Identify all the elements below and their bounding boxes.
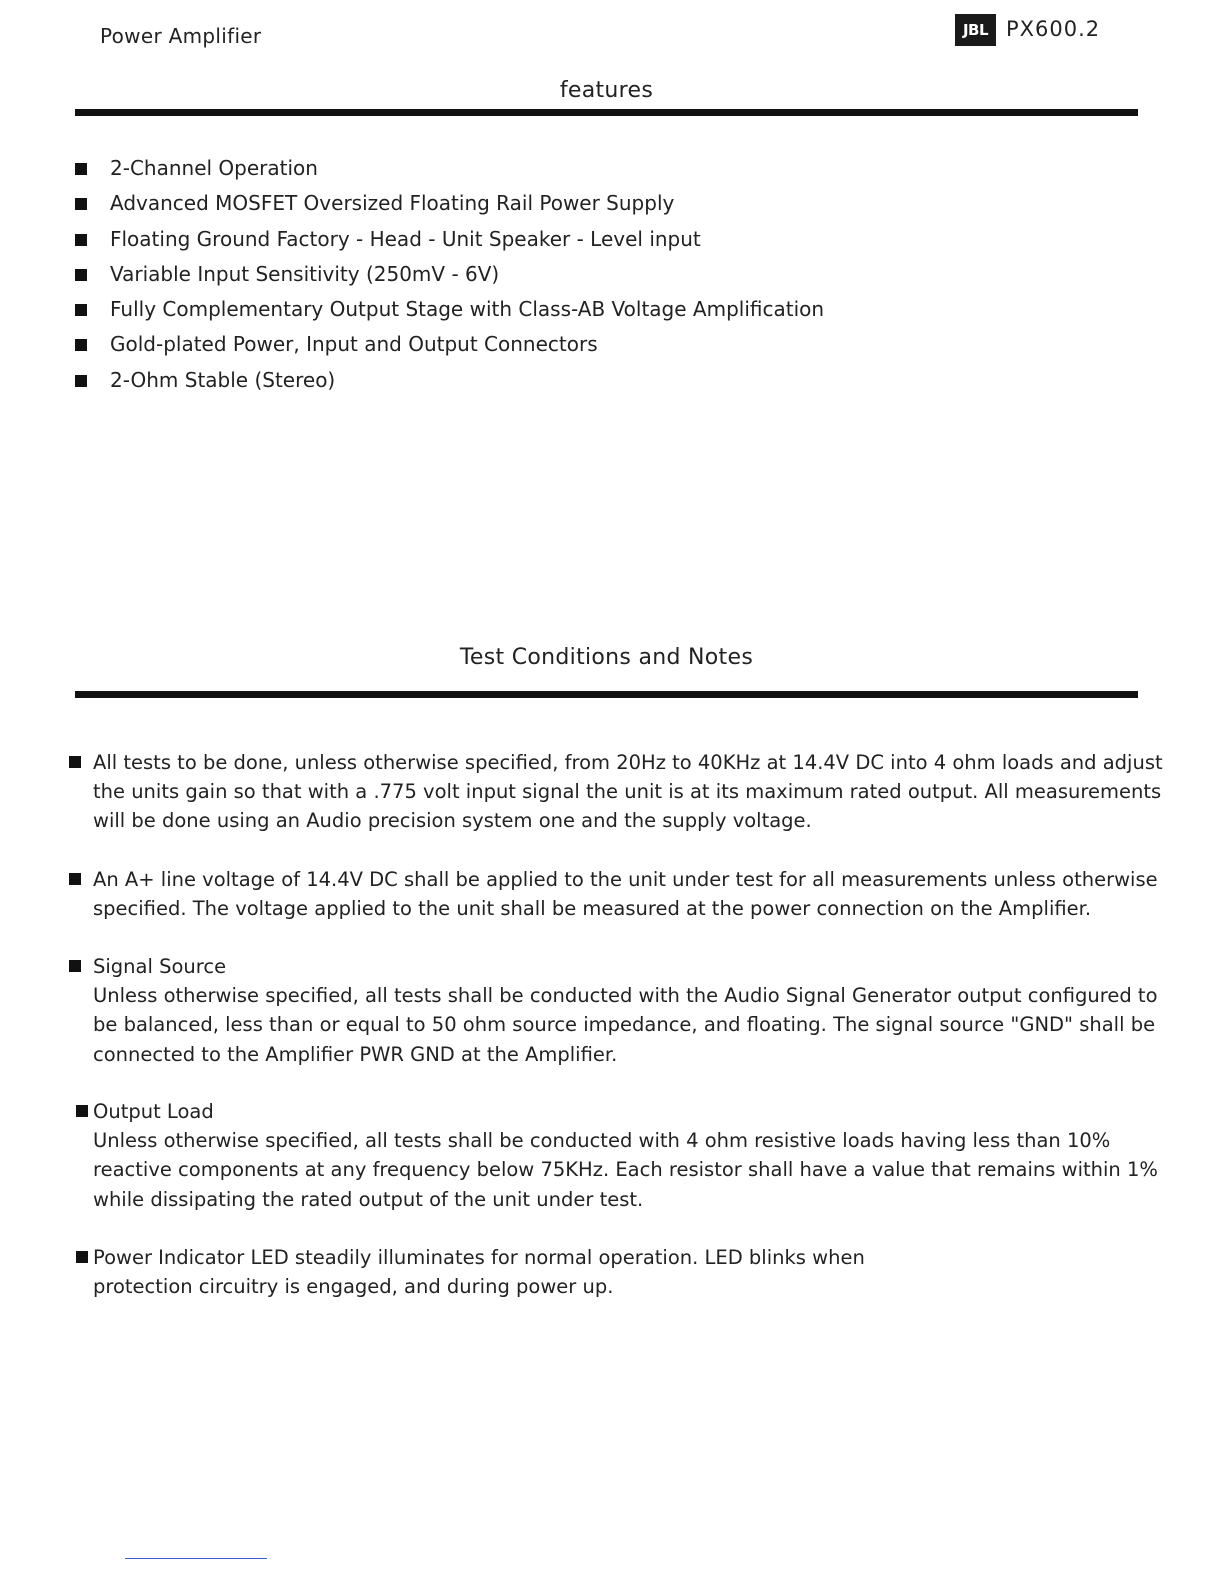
note-line: the units gain so that with a .775 volt input signal the unit is at its maximum rated output. All measurements bbox=[93, 780, 1162, 804]
square-bullet-icon bbox=[75, 269, 87, 281]
note-power-indicator bbox=[93, 1243, 1178, 1301]
feature-text: Advanced MOSFET Oversized Floating Rail Power Supply bbox=[110, 191, 675, 216]
model-number: PX600.2 bbox=[1006, 17, 1101, 41]
feature-text: Fully Complementary Output Stage with Class-AB Voltage Amplification bbox=[110, 297, 825, 322]
note-signal-source bbox=[93, 952, 1178, 1069]
note-line: Unless otherwise specified, all tests shall be conducted with 4 ohm resistive loads having less than 10% bbox=[93, 1129, 1111, 1153]
note-line: protection circuitry is engaged, and during power up. bbox=[93, 1275, 614, 1299]
note-general-tests bbox=[93, 748, 1178, 836]
feature-item bbox=[75, 329, 824, 364]
footer-link-underline[interactable] bbox=[125, 1558, 267, 1559]
feature-text: 2-Ohm Stable (Stereo) bbox=[110, 367, 336, 392]
square-bullet-icon bbox=[75, 375, 87, 387]
feature-item bbox=[75, 224, 824, 259]
note-heading: Signal Source bbox=[93, 955, 227, 978]
square-bullet-icon bbox=[69, 873, 81, 885]
feature-text: Gold-plated Power, Input and Output Connectors bbox=[110, 332, 598, 357]
note-line: connected to the Amplifier PWR GND at the Amplifier. bbox=[93, 1042, 618, 1066]
note-line: specified. The voltage applied to the unit shall be measured at the power connection on the Amplifier. bbox=[93, 897, 1092, 921]
square-bullet-icon bbox=[76, 1105, 88, 1117]
jbl-logo: JBL bbox=[955, 14, 996, 46]
square-bullet-icon bbox=[75, 198, 87, 210]
note-line: reactive components at any frequency below 75KHz. Each resistor shall have a value that remains within 1% bbox=[93, 1158, 1158, 1182]
note-heading: Output Load bbox=[93, 1100, 214, 1123]
note-line-voltage bbox=[93, 865, 1178, 923]
feature-item bbox=[75, 294, 824, 329]
note-line: while dissipating the rated output of the unit under test. bbox=[93, 1187, 644, 1211]
square-bullet-icon bbox=[75, 304, 87, 316]
features-divider bbox=[75, 109, 1138, 116]
feature-text: 2-Channel Operation bbox=[110, 156, 318, 180]
note-line: be balanced, less than or equal to 50 ohm source impedance, and floating. The signal source "GND" shall be bbox=[93, 1013, 1156, 1037]
feature-text: Floating Ground Factory - Head - Unit Speaker - Level input bbox=[110, 226, 701, 251]
tests-divider bbox=[75, 691, 1138, 698]
feature-item bbox=[75, 259, 824, 294]
features-title: features bbox=[559, 78, 654, 103]
tests-title: Test Conditions and Notes bbox=[459, 645, 754, 670]
feature-item bbox=[75, 153, 824, 188]
square-bullet-icon bbox=[75, 234, 87, 246]
note-output-load bbox=[93, 1097, 1178, 1214]
header-product-type: Power Amplifier bbox=[100, 24, 262, 48]
features-list bbox=[75, 153, 824, 400]
note-line: All tests to be done, unless otherwise specified, from 20Hz to 40KHz at 14.4V DC into 4 ohm loads and adjust bbox=[93, 751, 1163, 774]
note-line: Power Indicator LED steadily illuminates for normal operation. LED blinks when bbox=[93, 1246, 865, 1269]
square-bullet-icon bbox=[69, 960, 81, 972]
note-line: will be done using an Audio precision system one and the supply voltage. bbox=[93, 809, 812, 833]
square-bullet-icon bbox=[75, 163, 87, 175]
feature-item bbox=[75, 188, 824, 223]
feature-item bbox=[75, 365, 824, 400]
square-bullet-icon bbox=[69, 756, 81, 768]
feature-text: Variable Input Sensitivity (250mV - 6V) bbox=[110, 261, 500, 286]
square-bullet-icon bbox=[75, 339, 87, 351]
square-bullet-icon bbox=[76, 1251, 88, 1263]
note-line: An A+ line voltage of 14.4V DC shall be applied to the unit under test for all measurements unless otherwise bbox=[93, 868, 1158, 891]
note-line: Unless otherwise specified, all tests shall be conducted with the Audio Signal Generator output configured to bbox=[93, 984, 1158, 1008]
